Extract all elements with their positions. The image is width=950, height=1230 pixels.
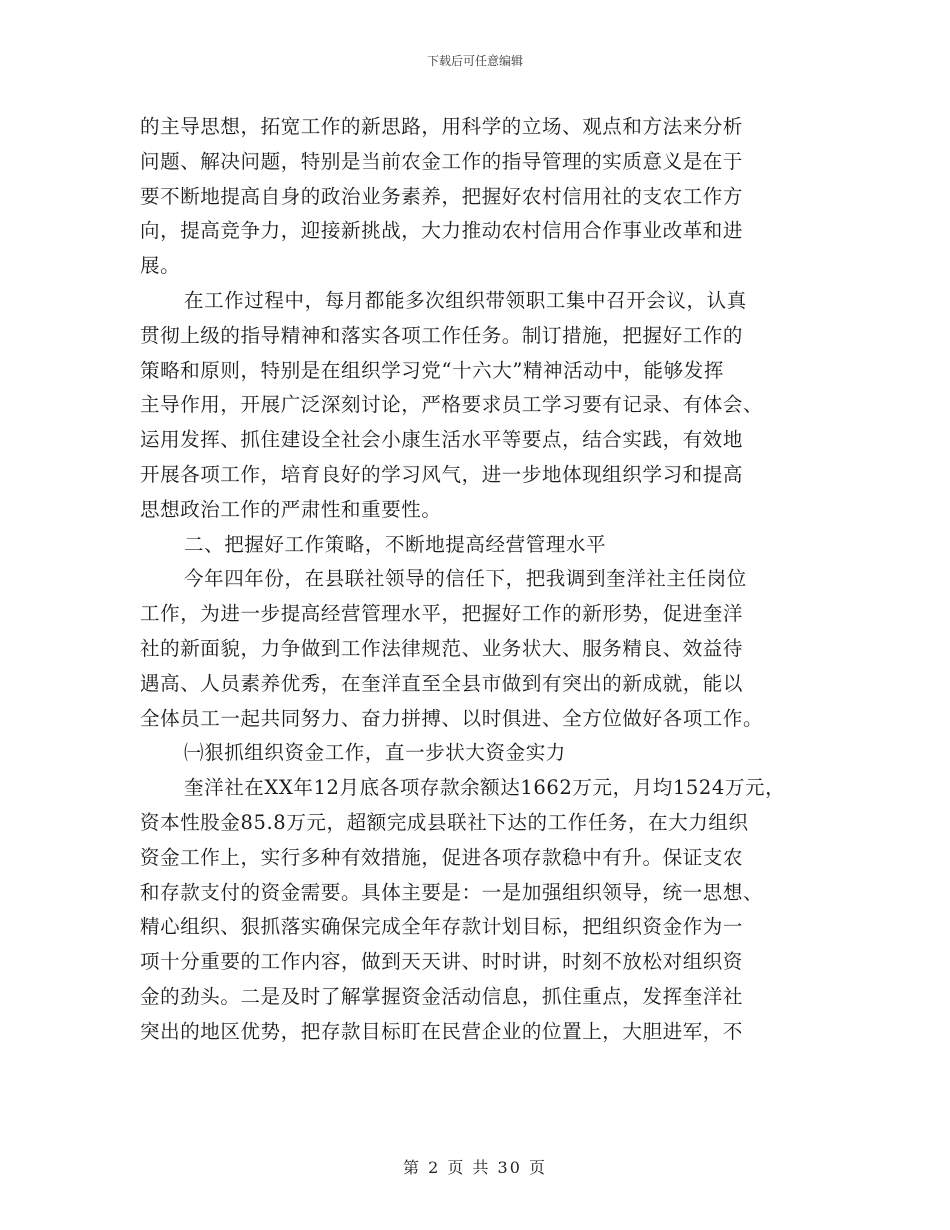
page-header: 下载后可任意编辑 [426, 54, 523, 68]
text-line: 展。 [140, 254, 181, 278]
text-line: 项十分重要的工作内容，做到天天讲、时时讲，时刻不放松对组织资 [140, 950, 744, 974]
text-line: 的主导思想，拓宽工作的新思路，用科学的立场、观点和方法来分析 [140, 115, 744, 138]
text-line: 运用发挥、抓住建设全社会小康生活水平等要点，结合实践，有效地 [140, 428, 744, 452]
text-line: 主导作用，开展广泛深刻讨论，严格要求员工学习要有记录、有体会、 [140, 393, 764, 417]
text-line: 资本性股金85.8万元，超额完成县联社下达的工作任务，在大力组织 [140, 810, 749, 834]
text-line: 资金工作上，实行多种有效措施，促进各项存款稳中有升。保证支农 [140, 845, 744, 869]
text-line: 要不断地提高自身的政治业务素养，把握好农村信用社的支农工作方 [140, 184, 744, 208]
text-line: 思想政治工作的严肃性和重要性。 [140, 497, 442, 521]
text-line: 贯彻上级的指导精神和落实各项工作任务。制订措施，把握好工作的 [140, 323, 744, 347]
text-line: 突出的地区优势，把存款目标盯在民营企业的位置上，大胆进军，不 [140, 1019, 744, 1043]
text-line: 开展各项工作，培育良好的学习风气，进一步地体现组织学习和提高 [140, 462, 744, 486]
text-line: 奎洋社在XX年12月底各项存款余额达1662万元，月均1524万元， [184, 776, 786, 800]
text-line: 精心组织、狠抓落实确保完成全年存款计划目标，把组织资金作为一 [140, 915, 744, 939]
text-line: 社的新面貌，力争做到工作法律规范、业务状大、服务精良、效益待 [140, 636, 744, 660]
text-line: 全体员工一起共同努力、奋力拼搏、以时俱进、全方位做好各项工作。 [140, 706, 764, 730]
text-line: 遇高、人员素养优秀，在奎洋直至全县市做到有突出的新成就，能以 [140, 671, 744, 695]
text-line: ㈠狠抓组织资金工作，直一步状大资金实力 [184, 741, 566, 765]
text-line: 策略和原则，特别是在组织学习党“十六大”精神活动中，能够发挥 [140, 358, 724, 382]
text-line: 工作，为进一步提高经营管理水平，把握好工作的新形势，促进奎洋 [140, 602, 744, 626]
text-line: 向，提高竞争力，迎接新挑战，大力推动农村信用合作事业改革和进 [140, 219, 744, 243]
text-line: 问题、解决问题，特别是当前农金工作的指导管理的实质意义是在于 [140, 149, 744, 173]
text-line: 二、把握好工作策略，不断地提高经营管理水平 [184, 532, 607, 556]
text-line: 金的劲头。二是及时了解掌握资金活动信息，抓住重点，发挥奎洋社 [140, 984, 744, 1008]
text-line: 在工作过程中，每月都能多次组织带领职工集中召开会议，认真 [184, 288, 747, 312]
document-body [140, 110, 820, 1050]
page-number: 第 2 页 共 30 页 [403, 1158, 547, 1177]
text-line: 今年四年份，在县联社领导的信任下，把我调到奎洋社主任岗位 [184, 567, 747, 591]
text-line: 和存款支付的资金需要。具体主要是：一是加强组织领导，统一思想、 [140, 880, 764, 904]
